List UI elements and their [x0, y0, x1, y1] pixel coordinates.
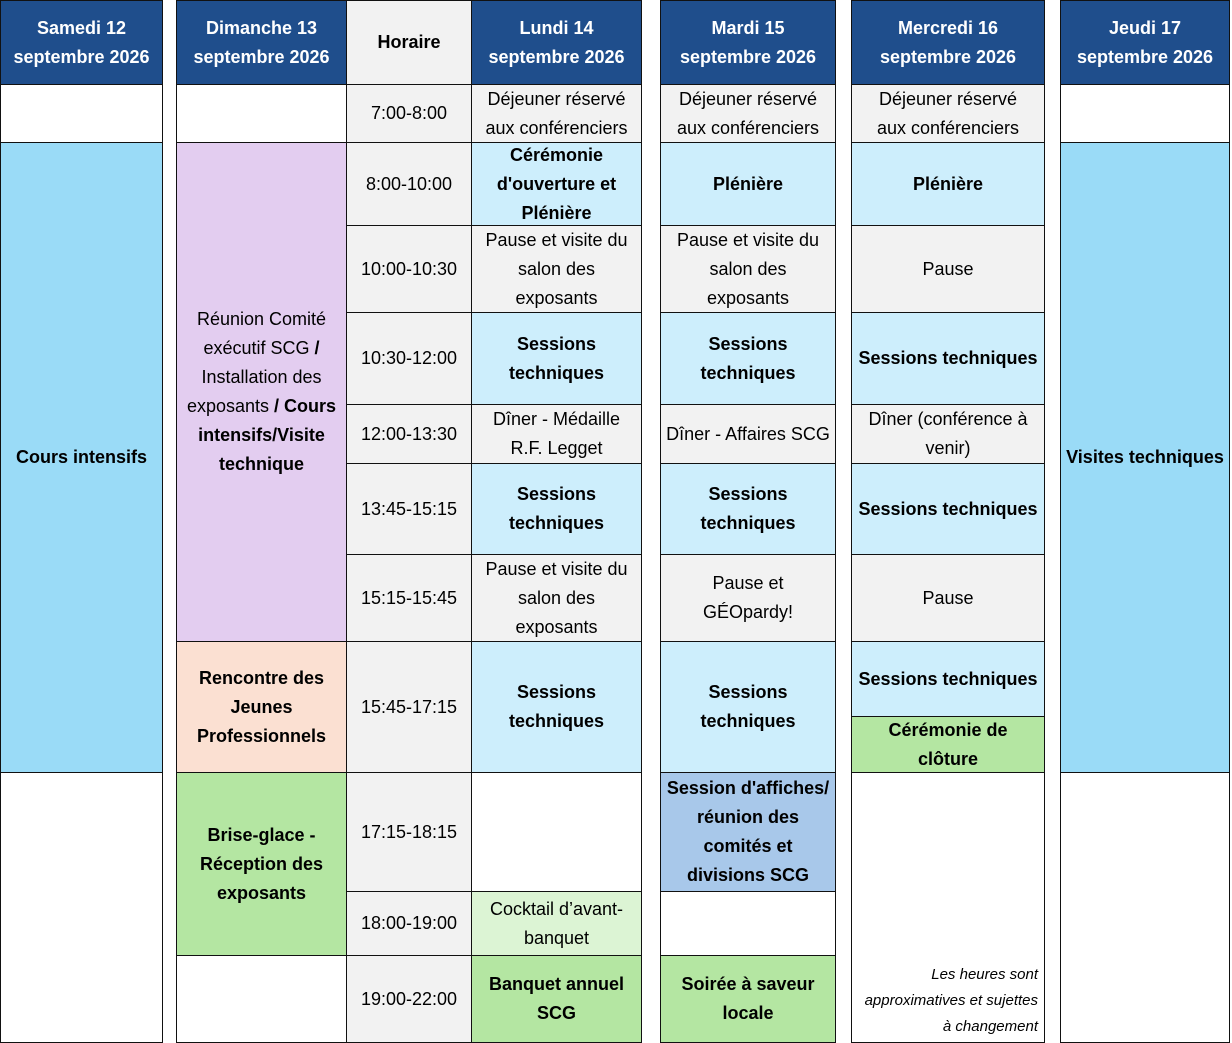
tue-session-affiches: Session d'affiches/ réunion des comités et divisions SCG: [660, 772, 836, 892]
sun-empty-top: [176, 84, 347, 143]
sat-empty-bottom: [0, 772, 163, 1043]
thu-empty-bottom: [1060, 772, 1230, 1043]
wed-pause: Pause: [851, 225, 1045, 313]
mon-pause-visite: Pause et visite du salon des exposants: [471, 225, 642, 313]
time-cell: 7:00-8:00: [346, 84, 472, 143]
mon-sessions-techniques: Sessions techniques: [471, 641, 642, 773]
wed-pleniere: Plénière: [851, 142, 1045, 226]
thu-empty-top: [1060, 84, 1230, 143]
wed-sessions-techniques: Sessions techniques: [851, 312, 1045, 405]
tue-sessions-techniques: Sessions techniques: [660, 463, 836, 555]
wed-diner-conference: Dîner (conférence à venir): [851, 404, 1045, 464]
wed-dejeuner: Déjeuner réservé aux conférenciers: [851, 84, 1045, 143]
sat-cours-intensifs: Cours intensifs: [0, 142, 163, 773]
tue-sessions-techniques: Sessions techniques: [660, 312, 836, 405]
sun-reunion-part2: Installation des exposants: [186, 367, 322, 416]
sun-reunion-sep1: /: [309, 338, 320, 358]
time-cell: 19:00-22:00: [346, 955, 472, 1043]
tue-sessions-techniques: Sessions techniques: [660, 641, 836, 773]
time-cell: 8:00-10:00: [346, 142, 472, 226]
time-cell: 10:30-12:00: [346, 312, 472, 405]
time-cell: 10:00-10:30: [346, 225, 472, 313]
tue-diner-affaires: Dîner - Affaires SCG: [660, 404, 836, 464]
sun-empty-bottom: [176, 955, 347, 1043]
header-horaire: Horaire: [346, 0, 472, 85]
sun-reunion-sep2: /: [269, 396, 285, 416]
mon-diner-medaille: Dîner - Médaille R.F. Legget: [471, 404, 642, 464]
header-sunday: Dimanche 13 septembre 2026: [176, 0, 347, 85]
mon-sessions-techniques: Sessions techniques: [471, 312, 642, 405]
sun-rencontre-jp: Rencontre des Jeunes Professionnels: [176, 641, 347, 773]
tue-pause-visite: Pause et visite du salon des exposants: [660, 225, 836, 313]
sun-reunion-block: [176, 142, 347, 642]
time-cell: 13:45-15:15: [346, 463, 472, 555]
time-cell: 15:15-15:45: [346, 554, 472, 642]
wed-pause: Pause: [851, 554, 1045, 642]
mon-banquet: Banquet annuel SCG: [471, 955, 642, 1043]
tue-soiree-locale: Soirée à saveur locale: [660, 955, 836, 1043]
wed-disclaimer-note: Les heures sont approximatives et sujettes à changement: [864, 966, 1038, 1035]
header-monday: Lundi 14 septembre 2026: [471, 0, 642, 85]
wed-ceremonie-cloture: Cérémonie de clôture: [851, 716, 1045, 773]
sun-reunion-part3: Cours intensifs/Visite technique: [198, 396, 337, 474]
header-saturday: Samedi 12 septembre 2026: [0, 0, 163, 85]
tue-pleniere: Plénière: [660, 142, 836, 226]
time-cell: 12:00-13:30: [346, 404, 472, 464]
wed-sessions-techniques: Sessions techniques: [851, 641, 1045, 717]
header-tuesday: Mardi 15 septembre 2026: [660, 0, 836, 85]
mon-ceremonie-ouverture: Cérémonie d'ouverture et Plénière: [471, 142, 642, 226]
mon-cocktail: Cocktail d’avant-banquet: [471, 891, 642, 956]
mon-empty: [471, 772, 642, 892]
thu-visites-techniques: Visites techniques: [1060, 142, 1230, 773]
sun-reunion-text: [185, 305, 338, 479]
time-cell: 15:45-17:15: [346, 641, 472, 773]
mon-sessions-techniques: Sessions techniques: [471, 463, 642, 555]
time-cell: 18:00-19:00: [346, 891, 472, 956]
mon-pause-visite: Pause et visite du salon des exposants: [471, 554, 642, 642]
mon-dejeuner: Déjeuner réservé aux conférenciers: [471, 84, 642, 143]
sun-reunion-part1: Réunion Comité exécutif SCG: [196, 309, 327, 358]
tue-empty: [660, 891, 836, 956]
sun-brise-glace: Brise-glace - Réception des exposants: [176, 772, 347, 956]
wed-sessions-techniques: Sessions techniques: [851, 463, 1045, 555]
tue-pause-geopardy: Pause et GÉOpardy!: [660, 554, 836, 642]
time-cell: 17:15-18:15: [346, 772, 472, 892]
header-wednesday: Mercredi 16 septembre 2026: [851, 0, 1045, 85]
header-thursday: Jeudi 17 septembre 2026: [1060, 0, 1230, 85]
sat-empty-top: [0, 84, 163, 143]
tue-dejeuner: Déjeuner réservé aux conférenciers: [660, 84, 836, 143]
